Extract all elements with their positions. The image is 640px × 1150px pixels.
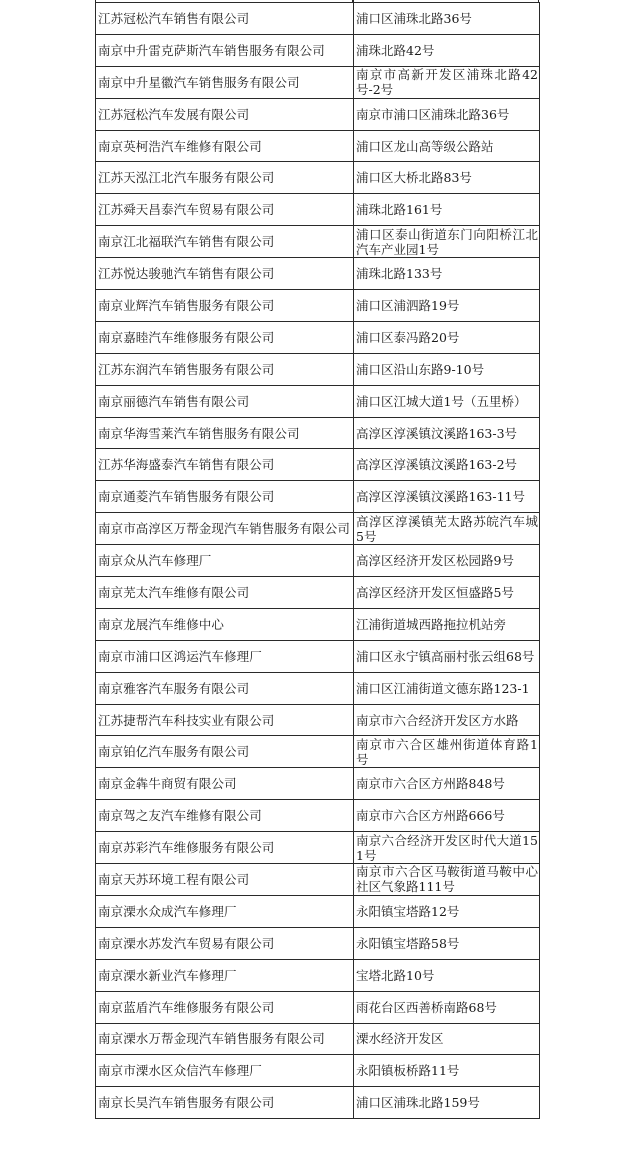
company-name-cell: 南京驾之友汽车维修有限公司 bbox=[96, 800, 354, 832]
table-row bbox=[96, 1087, 540, 1119]
address-cell: 浦口区大桥北路83号 bbox=[354, 162, 540, 194]
company-name-cell: 南京天苏环境工程有限公司 bbox=[96, 864, 354, 896]
company-name-cell: 南京众从汽车修理厂 bbox=[96, 545, 354, 577]
address-cell: 南京市浦口区浦珠北路36号 bbox=[354, 98, 540, 130]
address-cell: 南京市六合经济开发区方水路 bbox=[354, 704, 540, 736]
company-name-cell: 南京溧水苏发汽车贸易有限公司 bbox=[96, 927, 354, 959]
table-row bbox=[96, 545, 540, 577]
address-cell: 南京市六合区方州路666号 bbox=[354, 800, 540, 832]
table-row bbox=[96, 449, 540, 481]
address-cell: 南京六合经济开发区时代大道151号 bbox=[354, 832, 540, 864]
company-name-cell: 南京通菱汽车销售服务有限公司 bbox=[96, 481, 354, 513]
dealer-address-table bbox=[95, 2, 539, 1119]
company-name-cell: 江苏捷帮汽车科技实业有限公司 bbox=[96, 704, 354, 736]
company-name-cell: 南京市高淳区万帮金现汽车销售服务有限公司 bbox=[96, 513, 354, 545]
table-row bbox=[96, 832, 540, 864]
company-name-cell: 南京嘉睦汽车维修服务有限公司 bbox=[96, 321, 354, 353]
table-row bbox=[96, 66, 540, 98]
table-row bbox=[96, 640, 540, 672]
company-name-cell: 江苏悦达骏驰汽车销售有限公司 bbox=[96, 258, 354, 290]
table-row bbox=[96, 34, 540, 66]
table-row bbox=[96, 991, 540, 1023]
table-row bbox=[96, 162, 540, 194]
address-cell: 高淳区淳溪镇汶溪路163-11号 bbox=[354, 481, 540, 513]
table-row bbox=[96, 895, 540, 927]
table-row bbox=[96, 513, 540, 545]
address-cell: 浦口区永宁镇高丽村张云组68号 bbox=[354, 640, 540, 672]
table-row bbox=[96, 3, 540, 35]
address-cell: 高淳区淳溪镇汶溪路163-3号 bbox=[354, 417, 540, 449]
address-cell: 南京市六合区雄州街道体育路1号 bbox=[354, 736, 540, 768]
address-cell: 浦口区泰冯路20号 bbox=[354, 321, 540, 353]
table-row bbox=[96, 417, 540, 449]
company-name-cell: 南京雅客汽车服务有限公司 bbox=[96, 672, 354, 704]
table-row bbox=[96, 864, 540, 896]
table-row bbox=[96, 130, 540, 162]
company-name-cell: 江苏冠松汽车发展有限公司 bbox=[96, 98, 354, 130]
address-cell: 浦口区江浦街道文德东路123-1 bbox=[354, 672, 540, 704]
company-name-cell: 南京业辉汽车销售服务有限公司 bbox=[96, 290, 354, 322]
address-cell: 南京市六合区方州路848号 bbox=[354, 768, 540, 800]
company-name-cell: 南京华海雪莱汽车销售服务有限公司 bbox=[96, 417, 354, 449]
address-cell: 宝塔北路10号 bbox=[354, 959, 540, 991]
address-cell: 高淳区淳溪镇芜太路苏皖汽车城5号 bbox=[354, 513, 540, 545]
address-cell: 永阳镇宝塔路12号 bbox=[354, 895, 540, 927]
company-name-cell: 南京溧水新业汽车修理厂 bbox=[96, 959, 354, 991]
table-row bbox=[96, 385, 540, 417]
table-row bbox=[96, 672, 540, 704]
address-cell: 浦口区江城大道1号（五里桥） bbox=[354, 385, 540, 417]
address-cell: 高淳区经济开发区恒盛路5号 bbox=[354, 577, 540, 609]
table-row bbox=[96, 353, 540, 385]
address-cell: 江浦街道城西路拖拉机站旁 bbox=[354, 608, 540, 640]
address-cell: 南京市高新开发区浦珠北路42号-2号 bbox=[354, 66, 540, 98]
address-cell: 浦珠北路133号 bbox=[354, 258, 540, 290]
table-row bbox=[96, 1023, 540, 1055]
table-row bbox=[96, 768, 540, 800]
company-name-cell: 江苏冠松汽车销售有限公司 bbox=[96, 3, 354, 35]
company-name-cell: 南京丽德汽车销售有限公司 bbox=[96, 385, 354, 417]
company-name-cell: 南京江北福联汽车销售有限公司 bbox=[96, 226, 354, 258]
company-name-cell: 南京中升星徽汽车销售服务有限公司 bbox=[96, 66, 354, 98]
table bbox=[95, 2, 540, 1119]
address-cell: 永阳镇板桥路11号 bbox=[354, 1055, 540, 1087]
table-row bbox=[96, 98, 540, 130]
company-name-cell: 江苏东润汽车销售服务有限公司 bbox=[96, 353, 354, 385]
company-name-cell: 江苏华海盛泰汽车销售有限公司 bbox=[96, 449, 354, 481]
address-cell: 高淳区经济开发区松园路9号 bbox=[354, 545, 540, 577]
company-name-cell: 南京金犇牛商贸有限公司 bbox=[96, 768, 354, 800]
company-name-cell: 南京溧水万帮金现汽车销售服务有限公司 bbox=[96, 1023, 354, 1055]
company-name-cell: 南京芜太汽车维修有限公司 bbox=[96, 577, 354, 609]
table-row bbox=[96, 226, 540, 258]
table-row bbox=[96, 194, 540, 226]
address-cell: 浦珠北路161号 bbox=[354, 194, 540, 226]
table-row bbox=[96, 704, 540, 736]
company-name-cell: 南京蓝盾汽车维修服务有限公司 bbox=[96, 991, 354, 1023]
company-name-cell: 南京长昊汽车销售服务有限公司 bbox=[96, 1087, 354, 1119]
company-name-cell: 江苏舜天昌泰汽车贸易有限公司 bbox=[96, 194, 354, 226]
address-cell: 高淳区淳溪镇汶溪路163-2号 bbox=[354, 449, 540, 481]
address-cell: 浦口区浦泗路19号 bbox=[354, 290, 540, 322]
company-name-cell: 南京苏彩汽车维修服务有限公司 bbox=[96, 832, 354, 864]
table-row bbox=[96, 800, 540, 832]
address-cell: 永阳镇宝塔路58号 bbox=[354, 927, 540, 959]
company-name-cell: 南京市浦口区鸿运汽车修理厂 bbox=[96, 640, 354, 672]
table-body bbox=[96, 3, 540, 1119]
company-name-cell: 南京龙展汽车维修中心 bbox=[96, 608, 354, 640]
address-cell: 溧水经济开发区 bbox=[354, 1023, 540, 1055]
table-row bbox=[96, 927, 540, 959]
table-row bbox=[96, 736, 540, 768]
company-name-cell: 江苏天泓江北汽车服务有限公司 bbox=[96, 162, 354, 194]
address-cell: 南京市六合区马鞍街道马鞍中心社区气象路111号 bbox=[354, 864, 540, 896]
table-row bbox=[96, 577, 540, 609]
table-row bbox=[96, 1055, 540, 1087]
table-row bbox=[96, 959, 540, 991]
table-row bbox=[96, 290, 540, 322]
address-cell: 浦口区沿山东路9-10号 bbox=[354, 353, 540, 385]
table-row bbox=[96, 608, 540, 640]
table-row bbox=[96, 321, 540, 353]
address-cell: 雨花台区西善桥南路68号 bbox=[354, 991, 540, 1023]
address-cell: 浦口区浦珠北路159号 bbox=[354, 1087, 540, 1119]
table-row bbox=[96, 258, 540, 290]
company-name-cell: 南京中升雷克萨斯汽车销售服务有限公司 bbox=[96, 34, 354, 66]
company-name-cell: 南京铂亿汽车服务有限公司 bbox=[96, 736, 354, 768]
address-cell: 浦口区浦珠北路36号 bbox=[354, 3, 540, 35]
company-name-cell: 南京溧水众成汽车修理厂 bbox=[96, 895, 354, 927]
address-cell: 浦珠北路42号 bbox=[354, 34, 540, 66]
company-name-cell: 南京英柯浩汽车维修有限公司 bbox=[96, 130, 354, 162]
company-name-cell: 南京市溧水区众信汽车修理厂 bbox=[96, 1055, 354, 1087]
table-row bbox=[96, 481, 540, 513]
address-cell: 浦口区龙山高等级公路站 bbox=[354, 130, 540, 162]
address-cell: 浦口区泰山街道东门向阳桥江北汽车产业园1号 bbox=[354, 226, 540, 258]
